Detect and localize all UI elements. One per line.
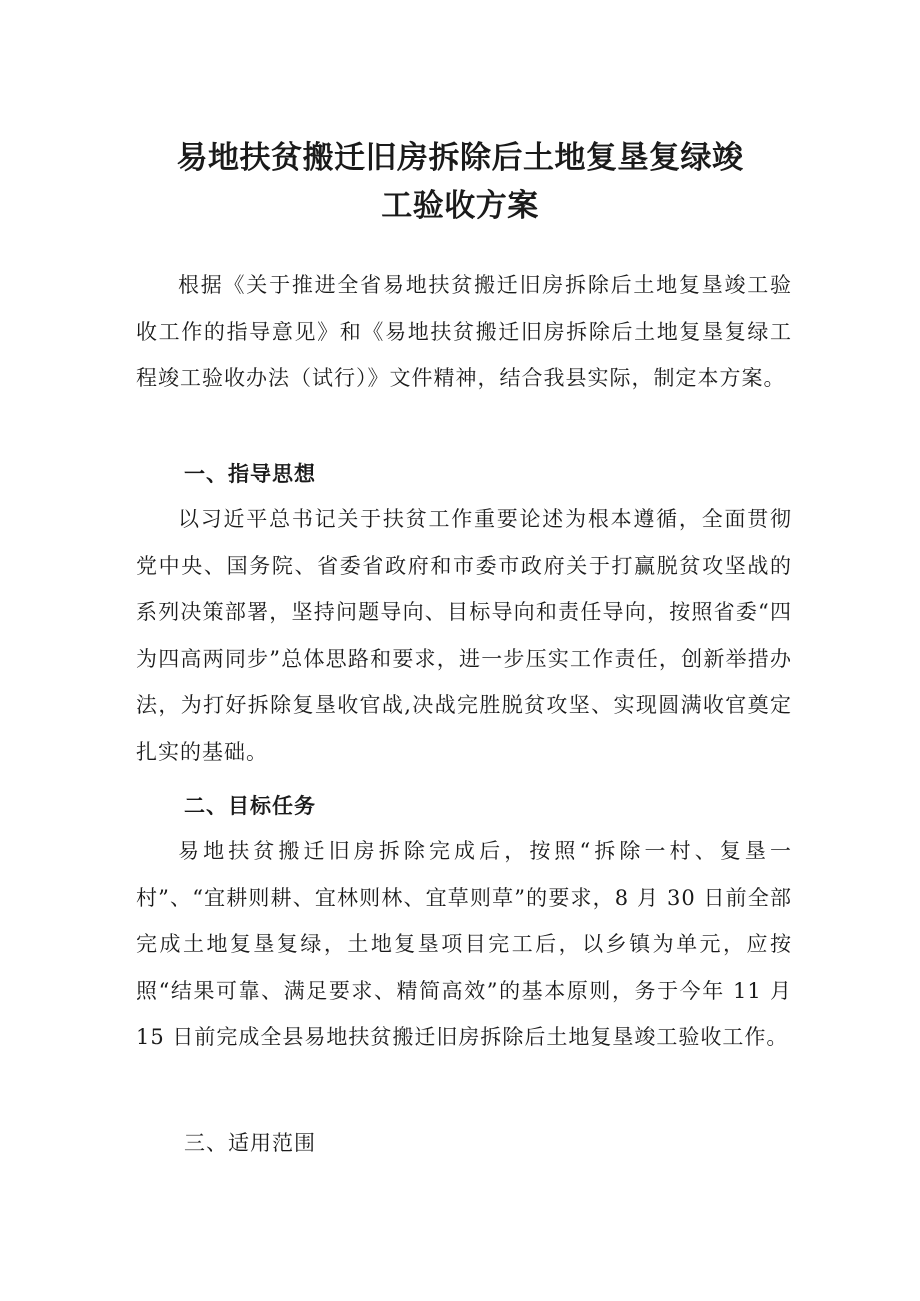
document-title-line-2: 工验收方案 bbox=[381, 188, 539, 224]
section-heading-goals-tasks: 二、目标任务 bbox=[184, 794, 316, 818]
section-paragraph-guiding-ideology: 以习近平总书记关于扶贫工作重要论述为根本遵循，全面贯彻党中央、国务院、省委省政府和市委市政府关于打赢脱贫攻坚战的系列决策部署，坚持问题导向、目标导向和责任导向，按照省委“四为四高两同步”总体思路和要求，进一步压实工作责任，创新举措办法，为打好拆除复垦收官战,决战完胜脱贫攻坚、实现圆满收官奠定扎实的基础。 bbox=[136, 507, 792, 764]
section-heading-scope: 三、适用范围 bbox=[184, 1131, 316, 1155]
section-heading-guiding-ideology: 一、指导思想 bbox=[184, 462, 316, 486]
section-paragraph-goals-tasks: 易地扶贫搬迁旧房拆除完成后，按照“拆除一村、复垦一村”、“宜耕则耕、宜林则林、宜草则草”的要求，8 月 30 日前全部完成土地复垦复绿，土地复垦项目完工后，以乡镇为单元，应按照“结果可靠、满足要求、精简高效”的基本原则，务于今年 11 月 15 日前完成全县易地扶贫搬迁旧房拆除后土地复垦竣工验收工作。 bbox=[136, 839, 792, 1049]
document-title-line-1: 易地扶贫搬迁旧房拆除后土地复垦复绿竣 bbox=[176, 140, 744, 176]
intro-paragraph: 根据《关于推进全省易地扶贫搬迁旧房拆除后土地复垦竣工验收工作的指导意见》和《易地扶贫搬迁旧房拆除后土地复垦复绿工程竣工验收办法（试行）》文件精神，结合我县实际，制定本方案。 bbox=[136, 273, 792, 390]
